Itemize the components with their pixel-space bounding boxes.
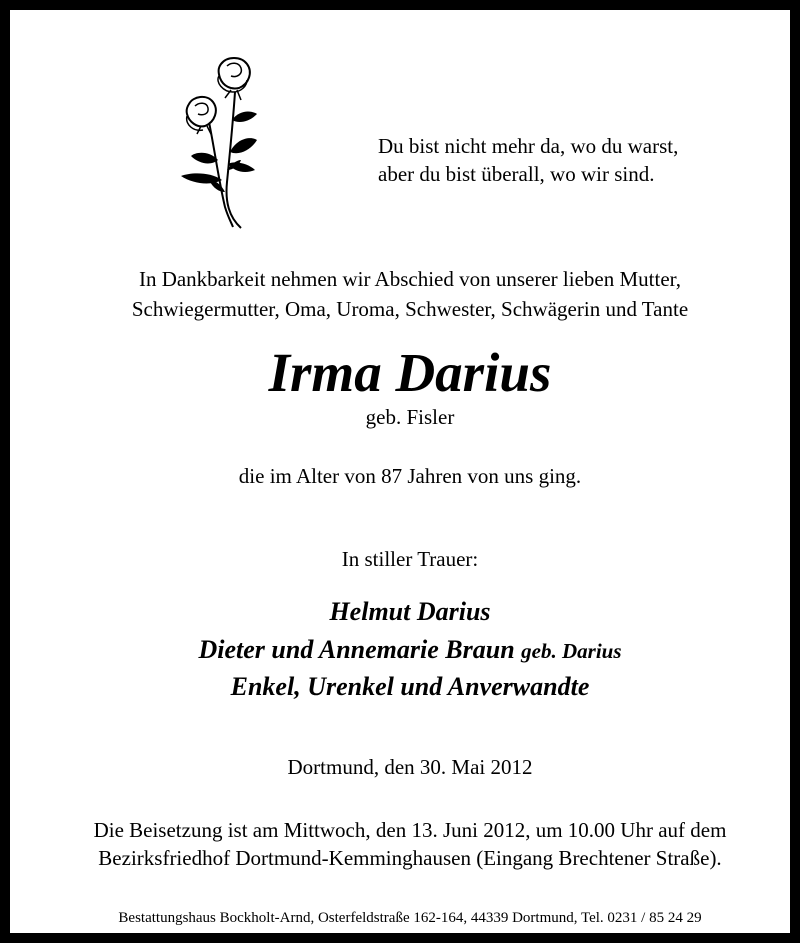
quote-line-1: Du bist nicht mehr da, wo du warst, bbox=[378, 134, 679, 158]
birth-name: geb. Fisler bbox=[365, 405, 455, 429]
mourner-line-2-suffix: geb. Darius bbox=[521, 639, 622, 663]
intro-line-2: Schwiegermutter, Oma, Uroma, Schwester, Schwägerin und Tante bbox=[131, 297, 689, 321]
rose-icon bbox=[175, 52, 265, 230]
mourner-line-2 bbox=[10, 632, 800, 669]
funeral-home-footer: Bestattungshaus Bockholt-Arnd, Osterfeldstraße 162-164, 44339 Dortmund, Tel. 0231 / 85 24 29 bbox=[118, 910, 702, 926]
place-date: Dortmund, den 30. Mai 2012 bbox=[287, 755, 533, 779]
quote-line-2: aber du bist überall, wo wir sind. bbox=[378, 162, 655, 186]
mourner-line-3: Enkel, Urenkel und Anverwandte bbox=[230, 672, 590, 701]
quote-block bbox=[378, 132, 678, 188]
age-line: die im Alter von 87 Jahren von uns ging. bbox=[238, 464, 582, 488]
mourner-line-1: Helmut Darius bbox=[329, 597, 491, 626]
burial-line-1: Die Beisetzung ist am Mittwoch, den 13. Juni 2012, um 10.00 Uhr auf dem bbox=[93, 818, 727, 842]
intro-line-1: In Dankbarkeit nehmen wir Abschied von unserer lieben Mutter, bbox=[138, 267, 682, 291]
mourning-heading: In stiller Trauer: bbox=[341, 547, 479, 571]
burial-line-2: Bezirksfriedhof Dortmund-Kemminghausen (Eingang Brechtener Straße). bbox=[98, 846, 722, 870]
deceased-name: Irma Darius bbox=[268, 342, 552, 403]
mourner-line-2-main: Dieter und Annemarie Braun bbox=[198, 635, 515, 664]
